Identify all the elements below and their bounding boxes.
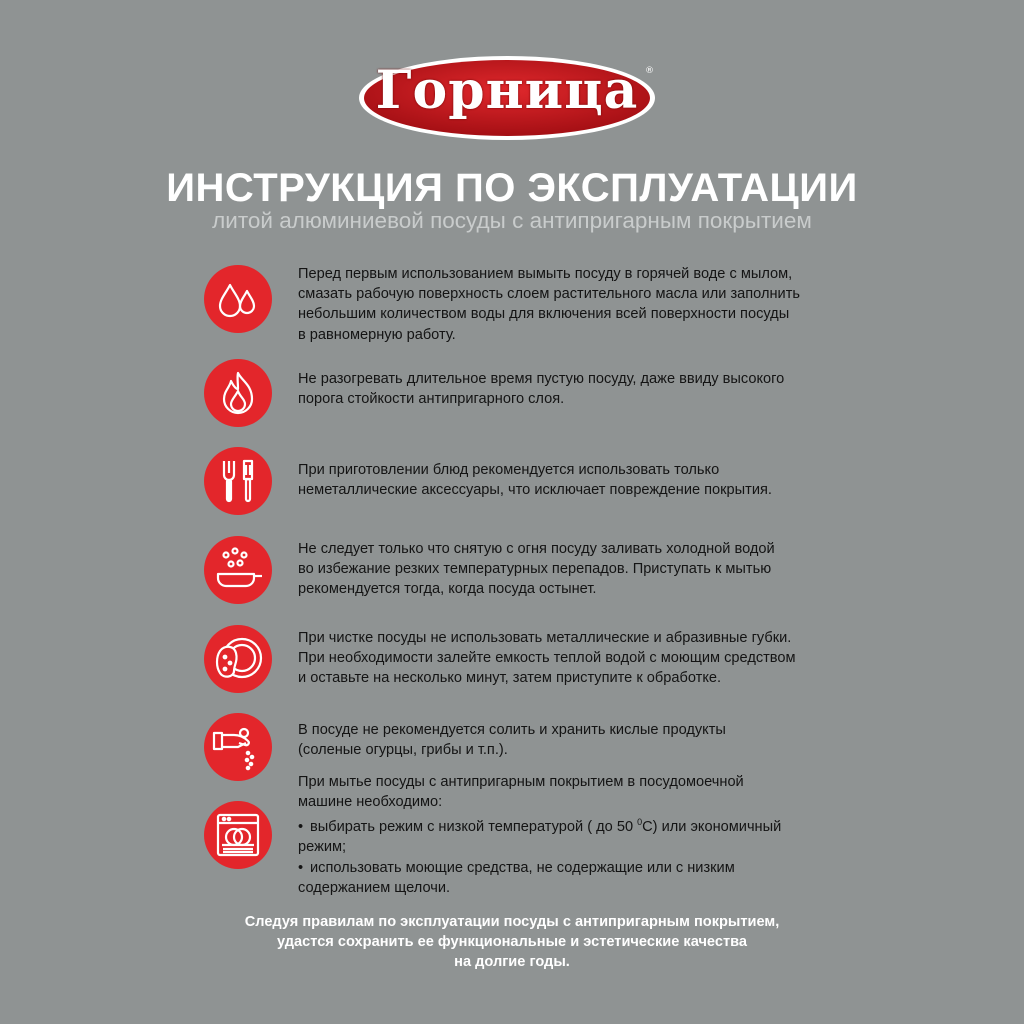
utensils-icon: [204, 447, 272, 515]
flame-icon: [204, 359, 272, 427]
bullet-item-1: • выбирать режим с низкой температурой ( до 50 $^0$С) или экономичный: [298, 817, 782, 836]
instruction-7: При мытье посуды с антипригарным покрытием в посудомоечной машине необходимо: • выбирать режим с низкой температурой ( до 50 $^0$С) или экономичный режим; • использовать моющие средства, не содержащие или с низким содержанием щелочи.: [298, 772, 858, 898]
footer-note: Следуя правилам по эксплуатации посуды с антипригарным покрытием, удастся сохранить ее функциональные и эстетические качества на долгие годы.: [244, 914, 780, 970]
bullet-item-2: • использовать моющие средства, не содержащие или с низким: [298, 859, 735, 876]
registered-mark: ®: [645, 66, 654, 76]
page-title: ИНСТРУКЦИЯ ПО ЭКСПЛУАТАЦИИ: [166, 166, 858, 210]
dishwasher-icon: [204, 801, 272, 869]
instruction-3: При приготовлении блюд рекомендуется использовать только неметаллические аксессуары, что исключает повреждение покрытия.: [298, 462, 772, 499]
page-subtitle: литой алюминиевой посуды с антипригарным покрытием: [212, 208, 812, 233]
instruction-1: Перед первым использованием вымыть посуду в горячей воде с мылом, смазать рабочую поверхность слоем растительного масла или заполнить небольшим количеством воды для включения всей поверхности посуды в равномерную работу.: [298, 266, 800, 343]
instruction-5: При чистке посуды не использовать металлические и абразивные губки. При необходимости залейте емкость теплой водой с моющим средством и оставьте на несколько минут, затем приступите к обработке.: [298, 630, 796, 687]
water-drops-icon: [204, 265, 272, 333]
sponge-plate-icon: [204, 625, 272, 693]
instruction-6: В посуде не рекомендуется солить и хранить кислые продукты (соленые огурцы, грибы и т.п.).: [298, 722, 726, 759]
brand-logo: [357, 52, 657, 142]
instruction-2: Не разогревать длительное время пустую посуду, даже ввиду высокого порога стойкости антипригарного слоя.: [298, 371, 785, 408]
brand-name: Горница: [375, 60, 639, 121]
instruction-4: Не следует только что снятую с огня посуду заливать холодной водой во избежание резких температурных перепадов. Приступать к мытью рекомендуется тогда, когда посуда остынет.: [298, 541, 775, 598]
salt-hand-icon: [204, 713, 272, 781]
hot-pan-icon: [204, 536, 272, 604]
